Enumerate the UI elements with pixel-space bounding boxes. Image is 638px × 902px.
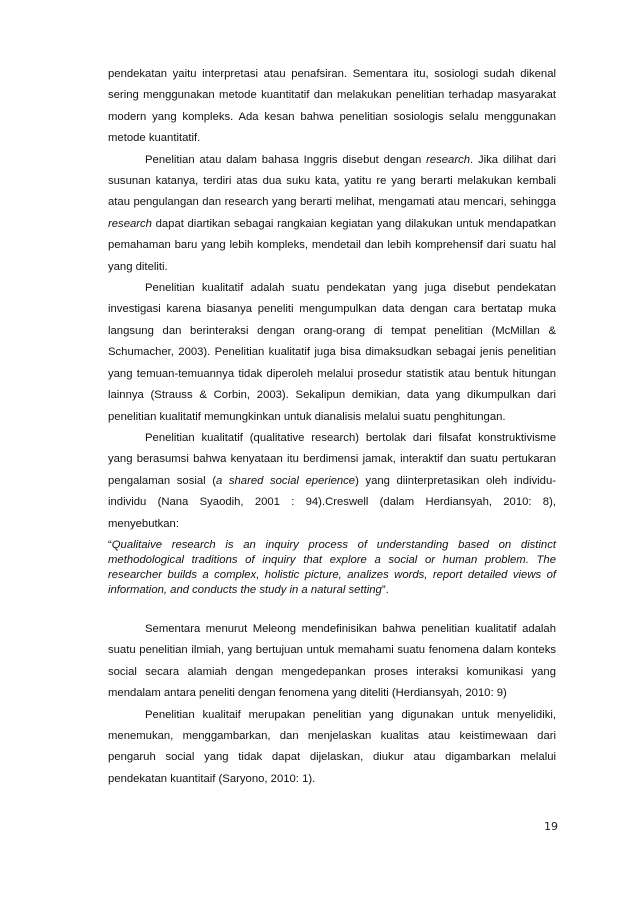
document-page <box>108 64 556 790</box>
paragraph-text: pendekatan yaitu interpretasi atau penafsiran. Sementara itu, sosiologi sudah dikenal sering menggunakan metode kuantitatif dan melakukan penelitian terhadap masyarakat modern yang kompleks. Ada kesan bahwa penelitian sosiologis selalu menggunakan metode kuantitatif. <box>108 68 556 145</box>
paragraph-text: Sementara menurut Meleong mendefinisikan bahwa penelitian kualitatif adalah suatu penelitian ilmiah, yang bertujuan untuk memahami suatu fenomena dalam konteks social secara alamiah dengan mengedepankan proses interaksi komunikasi yang mendalam antara peneliti dengan fenomena yang diteliti (Herdiansyah, 2010: 9) <box>108 622 556 700</box>
paragraph-text: . Jika dilihat dari susunan katanya, terdiri atas dua suku kata, yatitu re yang berarti melakukan kembali atau pengulangan dan research yang berarti melihat, mengamati atau mencari, sehingga <box>108 153 557 209</box>
italic-term: research <box>108 217 152 230</box>
paragraph <box>108 705 556 791</box>
block-quote <box>108 538 556 598</box>
quote-text: Qualitaive research is an inquiry process of understanding based on distinct methodological traditions of inquiry that explore a social or human problem. The researcher builds a complex, holistic picture, analizes words, report detailed views of information, and conducts the study in a natural setting <box>108 538 556 596</box>
paragraph-text: ) yang diinterpretasikan oleh individu-individu (Nana Syaodih, 2001 : 94).Creswell (dalam Herdiansyah, 2010: 8), menyebutkan: <box>108 474 556 530</box>
quote-open-mark: “ <box>108 538 112 551</box>
italic-term: a shared social eperience <box>216 474 356 487</box>
paragraph <box>108 619 556 705</box>
paragraph <box>108 278 556 428</box>
paragraph <box>108 64 556 150</box>
spacer <box>108 598 556 619</box>
paragraph-text: Penelitian atau dalam bahasa Inggris disebut dengan <box>145 153 427 166</box>
italic-term: research <box>426 153 471 166</box>
page-number: 19 <box>544 820 558 833</box>
paragraph-text: dapat diartikan sebagai rangkaian kegiatan yang dilakukan untuk mendapatkan pemahaman baru yang lebih kompleks, mendetail dan lebih komprehensif dari suatu hal yang diteliti. <box>108 217 556 273</box>
paragraph <box>108 150 556 278</box>
paragraph-text: Penelitian kualitatif (qualitative research) bertolak dari filsafat konstruktivisme yang berasumsi bahwa kenyataan itu berdimensi jamak, interaktif dan suatu pertukaran pengalaman sosial ( <box>108 431 556 487</box>
paragraph-text: Penelitian kualitaif merupakan penelitian yang digunakan untuk menyelidiki, menemukan, menggambarkan, dan menjelaskan kualitas atau keistimewaan dari pengaruh social yang tidak dapat dijelaskan, diukur atau digambarkan melalui pendekatan kuantitaif (Saryono, 2010: 1). <box>108 708 556 785</box>
quote-close-mark: ”. <box>381 583 389 596</box>
paragraph <box>108 428 556 535</box>
paragraph-text: Penelitian kualitatif adalah suatu pendekatan yang juga disebut pendekatan investigasi karena biasanya peneliti mengumpulkan data dengan cara bertatap muka langsung dan berinteraksi dengan orang-orang di tempat penelitian (McMillan & Schumacher, 2003). Penelitian kualitatif juga bisa dimaksudkan sebagai jenis penelitian yang temuan-temuannya tidak diperoleh melalui prosedur statistik atau bentuk hitungan lainnya (Strauss & Corbin, 2003). Sekalipun demikian, data yang dikumpulkan dari penelitian kualitatif memungkinkan untuk dianalisis melalui suatu penghitungan. <box>108 282 556 423</box>
